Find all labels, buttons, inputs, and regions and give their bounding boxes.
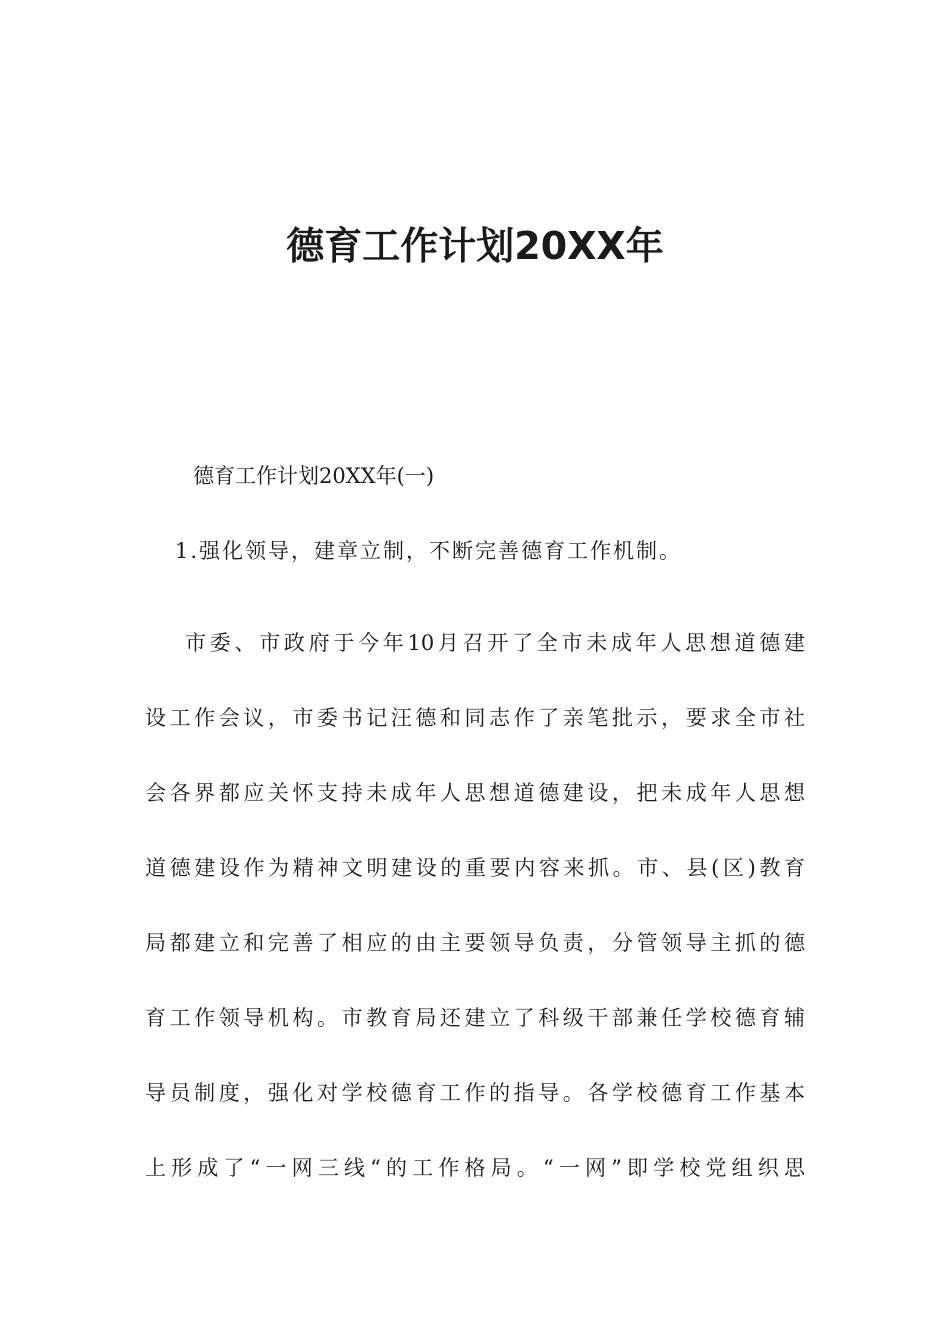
body-line: 道德建设作为精神文明建设的重要内容来抓。市、县(区)教育: [145, 856, 805, 880]
body-line: 局都建立和完善了相应的由主要领导负责，分管领导主抓的德: [145, 931, 805, 955]
body-line: 导员制度，强化对学校德育工作的指导。各学校德育工作基本: [145, 1081, 805, 1105]
body-line: 会各界都应关怀支持未成年人思想道德建设，把未成年人思想: [145, 781, 805, 805]
section-heading: 1.强化领导，建章立制，不断完善德育工作机制。: [175, 539, 683, 563]
body-line: 设工作会议，市委书记汪德和同志作了亲笔批示，要求全市社: [145, 706, 805, 730]
body-paragraph: [145, 606, 810, 1206]
document-title: 德育工作计划20XX年: [286, 224, 664, 268]
body-line: 育工作领导机构。市教育局还建立了科级干部兼任学校德育辅: [145, 1006, 805, 1030]
body-line: 上形成了“一网三线“的工作格局。“一网”即学校党组织思: [145, 1156, 805, 1180]
body-line: 市委、市政府于今年10月召开了全市未成年人思想道德建: [185, 631, 805, 655]
section-subtitle: 德育工作计划20XX年(一): [193, 464, 435, 488]
